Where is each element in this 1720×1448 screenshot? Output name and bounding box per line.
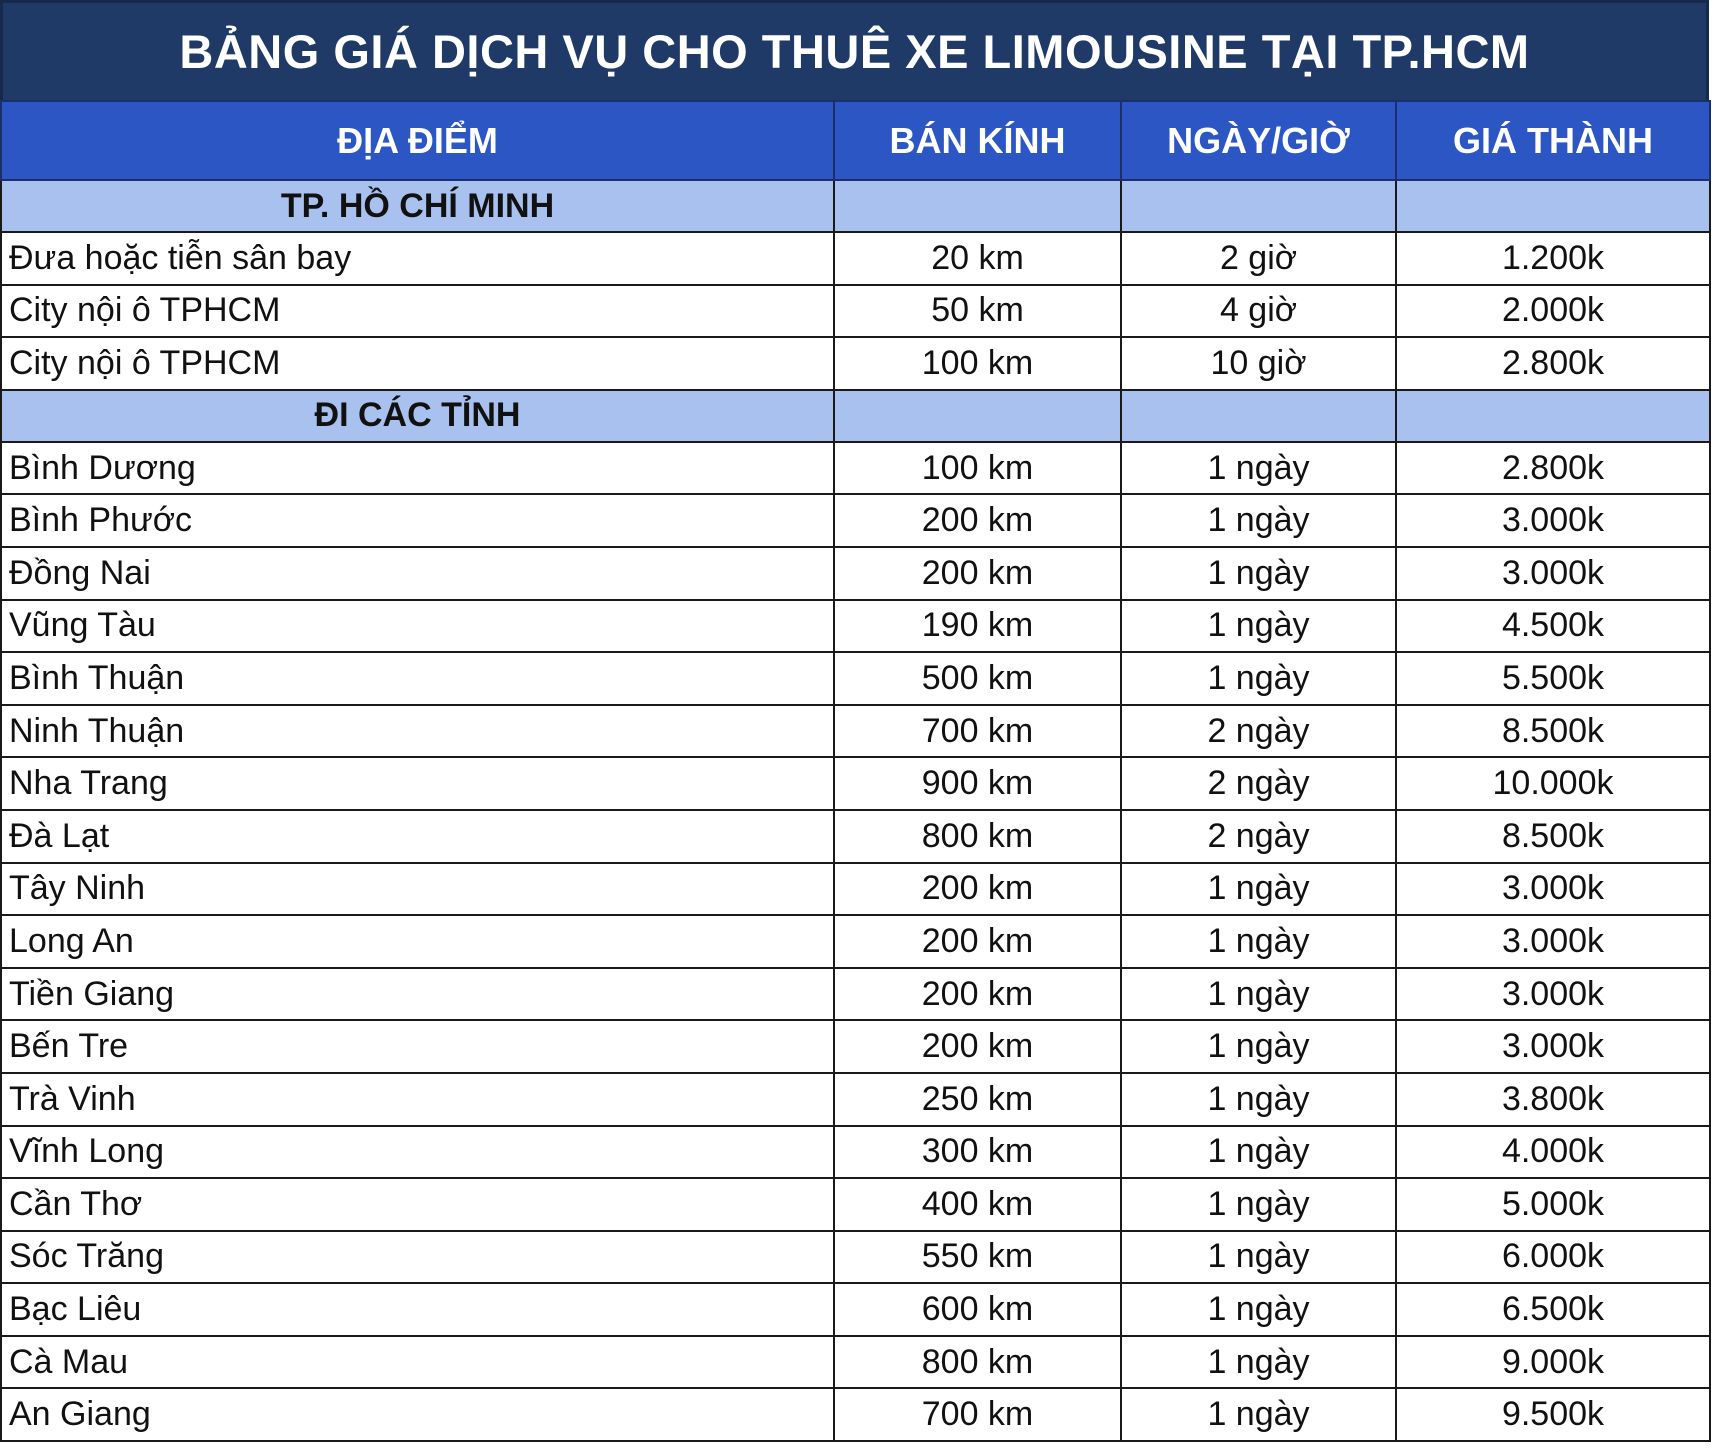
cell-duration: 1 ngày [1121,547,1396,600]
cell-price: 9.500k [1396,1388,1710,1441]
cell-radius: 500 km [834,652,1121,705]
cell-duration: 1 ngày [1121,1020,1396,1073]
table-body [1,180,1710,1441]
cell-duration: 1 ngày [1121,1126,1396,1179]
column-header-location: ĐỊA ĐIỂM [1,101,834,180]
cell-radius: 800 km [834,810,1121,863]
cell-location: Long An [1,915,834,968]
cell-price: 5.000k [1396,1178,1710,1231]
cell-location: City nội ô TPHCM [1,285,834,338]
section-empty-cell [834,180,1121,232]
cell-price: 3.800k [1396,1073,1710,1126]
cell-location: Trà Vinh [1,1073,834,1126]
section-empty-cell [834,390,1121,442]
cell-radius: 800 km [834,1336,1121,1389]
column-header-radius: BÁN KÍNH [834,101,1121,180]
column-header-price: GIÁ THÀNH [1396,101,1710,180]
table-row [1,705,1710,758]
cell-price: 8.500k [1396,810,1710,863]
table-row [1,1231,1710,1284]
table-row [1,863,1710,916]
cell-price: 9.000k [1396,1336,1710,1389]
cell-location: Ninh Thuận [1,705,834,758]
cell-location: Bình Thuận [1,652,834,705]
section-label: ĐI CÁC TỈNH [1,390,834,442]
cell-duration: 1 ngày [1121,1073,1396,1126]
cell-location: An Giang [1,1388,834,1441]
cell-radius: 600 km [834,1283,1121,1336]
section-empty-cell [1396,390,1710,442]
table-row [1,1126,1710,1179]
cell-price: 10.000k [1396,757,1710,810]
cell-radius: 200 km [834,1020,1121,1073]
cell-radius: 20 km [834,232,1121,285]
section-empty-cell [1121,390,1396,442]
cell-price: 1.200k [1396,232,1710,285]
cell-duration: 1 ngày [1121,494,1396,547]
table-row [1,337,1710,390]
cell-price: 3.000k [1396,915,1710,968]
page-title: BẢNG GIÁ DỊCH VỤ CHO THUÊ XE LIMOUSINE TẠI TP.HCM [0,0,1709,100]
cell-radius: 200 km [834,915,1121,968]
cell-duration: 1 ngày [1121,600,1396,653]
cell-radius: 250 km [834,1073,1121,1126]
cell-price: 4.500k [1396,600,1710,653]
section-label: TP. HỒ CHÍ MINH [1,180,834,232]
cell-price: 8.500k [1396,705,1710,758]
cell-price: 4.000k [1396,1126,1710,1179]
cell-radius: 300 km [834,1126,1121,1179]
cell-radius: 550 km [834,1231,1121,1284]
cell-location: City nội ô TPHCM [1,337,834,390]
cell-duration: 4 giờ [1121,285,1396,338]
cell-location: Đưa hoặc tiễn sân bay [1,232,834,285]
table-header-row [1,101,1710,180]
table-row [1,1336,1710,1389]
table-row [1,652,1710,705]
cell-location: Đà Lạt [1,810,834,863]
cell-location: Bạc Liêu [1,1283,834,1336]
table-row [1,810,1710,863]
cell-price: 2.800k [1396,337,1710,390]
table-row [1,968,1710,1021]
cell-duration: 2 ngày [1121,810,1396,863]
table-row [1,915,1710,968]
cell-radius: 900 km [834,757,1121,810]
cell-radius: 200 km [834,494,1121,547]
cell-price: 6.500k [1396,1283,1710,1336]
cell-duration: 2 ngày [1121,757,1396,810]
cell-price: 3.000k [1396,547,1710,600]
table-row [1,757,1710,810]
cell-duration: 1 ngày [1121,1178,1396,1231]
table-row [1,547,1710,600]
cell-radius: 200 km [834,863,1121,916]
cell-duration: 2 ngày [1121,705,1396,758]
cell-location: Nha Trang [1,757,834,810]
cell-duration: 1 ngày [1121,915,1396,968]
cell-radius: 100 km [834,442,1121,495]
table-row [1,1020,1710,1073]
cell-location: Bến Tre [1,1020,834,1073]
cell-radius: 200 km [834,547,1121,600]
cell-duration: 1 ngày [1121,652,1396,705]
section-row [1,390,1710,442]
section-empty-cell [1121,180,1396,232]
cell-price: 5.500k [1396,652,1710,705]
cell-location: Cà Mau [1,1336,834,1389]
table-row [1,1283,1710,1336]
cell-price: 3.000k [1396,863,1710,916]
cell-location: Bình Phước [1,494,834,547]
table-row [1,285,1710,338]
cell-duration: 1 ngày [1121,442,1396,495]
cell-radius: 50 km [834,285,1121,338]
section-empty-cell [1396,180,1710,232]
cell-duration: 1 ngày [1121,863,1396,916]
cell-location: Cần Thơ [1,1178,834,1231]
column-header-duration: NGÀY/GIỜ [1121,101,1396,180]
cell-price: 3.000k [1396,968,1710,1021]
cell-radius: 700 km [834,705,1121,758]
cell-price: 3.000k [1396,1020,1710,1073]
cell-location: Vĩnh Long [1,1126,834,1179]
cell-price: 2.800k [1396,442,1710,495]
table-row [1,600,1710,653]
cell-duration: 2 giờ [1121,232,1396,285]
cell-location: Sóc Trăng [1,1231,834,1284]
cell-duration: 1 ngày [1121,968,1396,1021]
cell-price: 6.000k [1396,1231,1710,1284]
cell-duration: 1 ngày [1121,1388,1396,1441]
section-row [1,180,1710,232]
table-row [1,442,1710,495]
cell-radius: 190 km [834,600,1121,653]
cell-location: Tiền Giang [1,968,834,1021]
cell-radius: 100 km [834,337,1121,390]
cell-location: Tây Ninh [1,863,834,916]
cell-duration: 10 giờ [1121,337,1396,390]
table-row [1,1388,1710,1441]
cell-location: Đồng Nai [1,547,834,600]
table-row [1,1178,1710,1231]
cell-location: Bình Dương [1,442,834,495]
cell-radius: 200 km [834,968,1121,1021]
cell-price: 2.000k [1396,285,1710,338]
table-row [1,494,1710,547]
table-row [1,232,1710,285]
cell-location: Vũng Tàu [1,600,834,653]
cell-price: 3.000k [1396,494,1710,547]
cell-duration: 1 ngày [1121,1336,1396,1389]
cell-radius: 400 km [834,1178,1121,1231]
price-table [0,100,1711,1442]
cell-duration: 1 ngày [1121,1283,1396,1336]
cell-radius: 700 km [834,1388,1121,1441]
cell-duration: 1 ngày [1121,1231,1396,1284]
table-row [1,1073,1710,1126]
